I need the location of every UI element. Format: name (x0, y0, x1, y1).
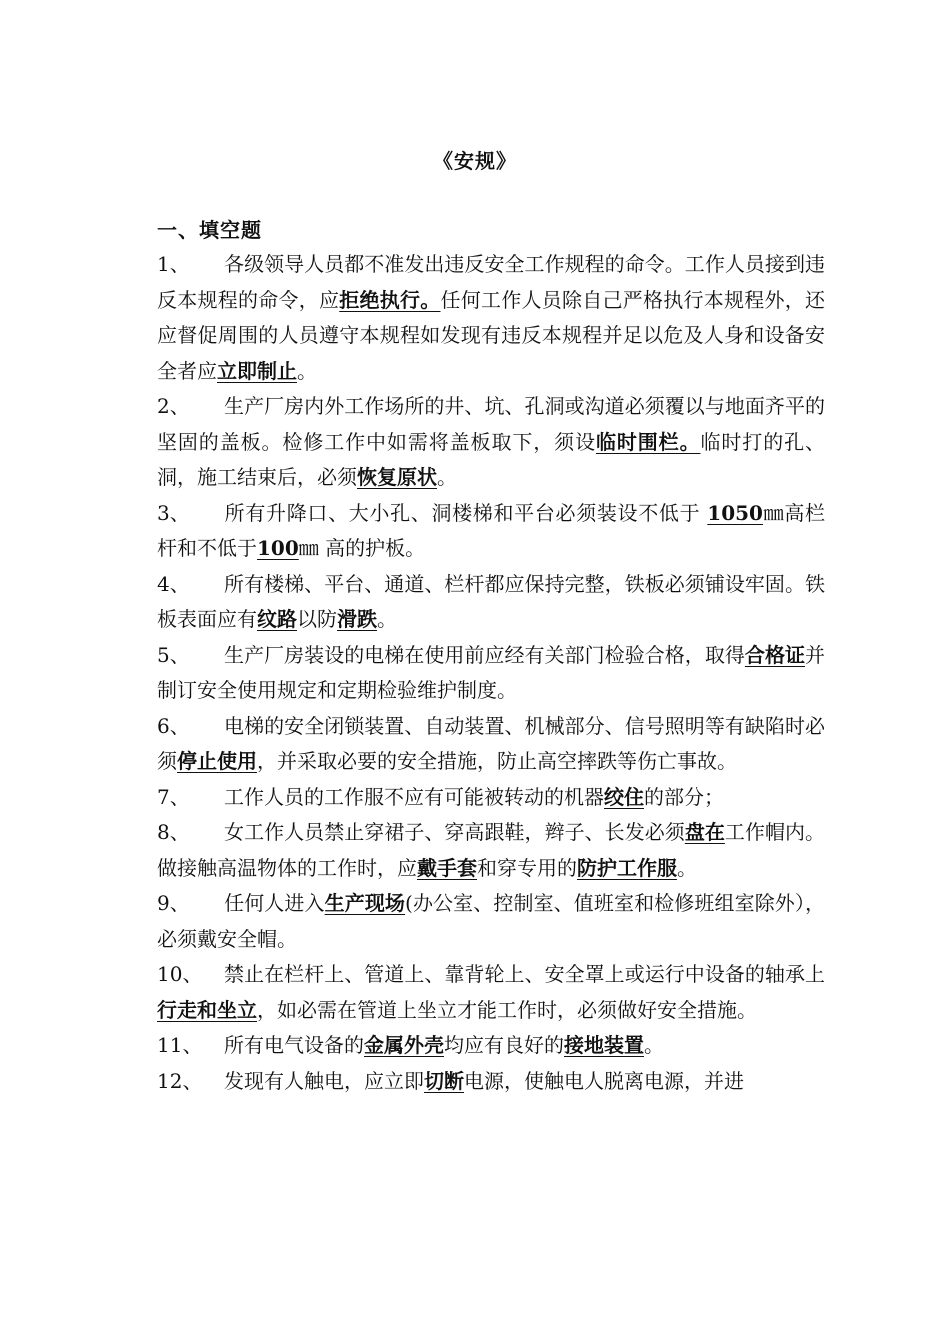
question-number: 3、 (157, 500, 190, 525)
question-item (157, 709, 825, 780)
question-text: ，并采取必要的安全措施，防止高空摔跌等伤亡事故。 (257, 749, 737, 773)
answer-blank: 拒绝执行。 (339, 287, 441, 312)
answer-blank: 接地装置 (564, 1033, 644, 1057)
question-item (157, 886, 825, 957)
question-item (157, 1028, 825, 1064)
question-text: 。 (644, 1033, 664, 1057)
answer-blank: 1050 (707, 500, 763, 525)
question-text: 电源，使触电人脱离电源，并进 (464, 1068, 744, 1093)
document-title: 《安规》 (433, 149, 517, 173)
question-number: 5、 (157, 642, 190, 667)
answer-blank: 临时围栏。 (595, 429, 701, 454)
question-text: 电梯的安全闭锁装置、自动装置、机械部分、信号照明等有缺陷时必须 (157, 713, 825, 773)
question-item (157, 957, 825, 1028)
answer-blank: 合格证 (744, 642, 806, 667)
question-text: 女工作人员禁止穿裙子、穿高跟鞋，辫子、长发必须 (224, 820, 685, 844)
answer-blank: 盘在 (684, 820, 725, 844)
question-item (157, 567, 825, 638)
question-text: 。 (297, 358, 317, 383)
question-text: 。 (437, 465, 457, 489)
question-number: 4、 (157, 571, 190, 596)
question-item (157, 1064, 825, 1100)
question-text: 临时打的孔、洞，施工结束后，必须 (157, 429, 826, 489)
answer-blank: 100 (257, 536, 299, 560)
answer-blank: 生产现场 (324, 891, 406, 915)
answer-blank: 切断 (424, 1068, 464, 1093)
question-number: 12、 (157, 1068, 203, 1093)
question-number: 1、 (157, 252, 190, 276)
answer-blank: 戴手套 (417, 855, 477, 880)
answer-blank: 行走和坐立 (157, 997, 257, 1022)
question-number: 8、 (157, 820, 190, 844)
answer-blank: 立即制止 (217, 358, 297, 383)
question-text: 。 (377, 607, 397, 631)
question-text: 各级领导人员都不准发出违反安全工作规程的命令。工作人员接到违反本规程的命令，应 (157, 252, 825, 312)
question-number: 7、 (157, 784, 190, 809)
question-text: 任何人进入 (224, 891, 325, 915)
question-number: 6、 (157, 713, 190, 738)
question-item (157, 389, 825, 496)
question-text: 。 (677, 855, 697, 880)
question-text: 的部分； (644, 784, 724, 809)
question-number: 11、 (157, 1033, 203, 1057)
question-text: 和穿专用的 (477, 855, 577, 880)
question-text: 禁止在栏杆上、管道上、靠背轮上、安全罩上或运行中设备的轴承上 (224, 962, 825, 986)
question-text: 生产厂房装设的电梯在使用前应经有关部门检验合格，取得 (224, 642, 745, 667)
question-text: 所有楼梯、平台、通道、栏杆都应保持完整，铁板必须铺设牢固。铁板表面应有 (157, 571, 825, 631)
question-text: ㎜高栏杆和不低于 (157, 500, 826, 560)
question-text: 所有电气设备的 (224, 1033, 364, 1057)
question-item (157, 638, 825, 709)
question-number: 2、 (157, 394, 190, 418)
question-text: 均应有良好的 (444, 1033, 564, 1057)
answer-blank: 防护工作服 (577, 855, 677, 880)
question-text: 所有升降口、大小孔、洞楼梯和平台必须装设不低于 (224, 500, 708, 525)
question-text: 任何工作人员除自己严格执行本规程外，还应督促周围的人员遵守本规程如发现有违反本规程并足以危及人身和设备安全者应 (157, 287, 825, 383)
question-item (157, 780, 825, 816)
question-text: 工作人员的工作服不应有可能被转动的机器 (224, 784, 604, 809)
answer-blank: 滑跌 (337, 607, 377, 631)
question-text: ，如必需在管道上坐立才能工作时，必须做好安全措施。 (257, 997, 757, 1022)
question-text: (办公室、控制室、值班室和检修班组室除外），必须戴安全帽。 (157, 891, 826, 951)
question-number: 9、 (157, 891, 190, 915)
answer-blank: 纹路 (257, 607, 297, 631)
question-text: 生产厂房内外工作场所的井、坑、孔洞或沟道必须覆以与地面齐平的坚固的盖板。检修工作中如需将盖板取下，须设 (157, 394, 825, 454)
question-text: 以防 (297, 607, 337, 631)
answer-blank: 恢复原状 (357, 465, 437, 489)
answer-blank: 绞住 (604, 784, 644, 809)
answer-blank: 金属外壳 (364, 1033, 444, 1057)
question-item (157, 496, 825, 567)
question-number: 10、 (157, 962, 203, 986)
question-text: 发现有人触电，应立即 (224, 1068, 424, 1093)
question-item (157, 247, 825, 389)
section-heading: 一、填空题 (157, 218, 262, 242)
answer-blank: 停止使用 (177, 749, 257, 773)
question-text: ㎜ 高的护板。 (298, 536, 426, 560)
question-text: 并制订安全使用规定和定期检验维护制度。 (157, 642, 826, 702)
question-item (157, 815, 825, 886)
question-list (157, 247, 825, 1099)
question-text: 工作帽内。做接触高温物体的工作时，应 (157, 820, 826, 880)
